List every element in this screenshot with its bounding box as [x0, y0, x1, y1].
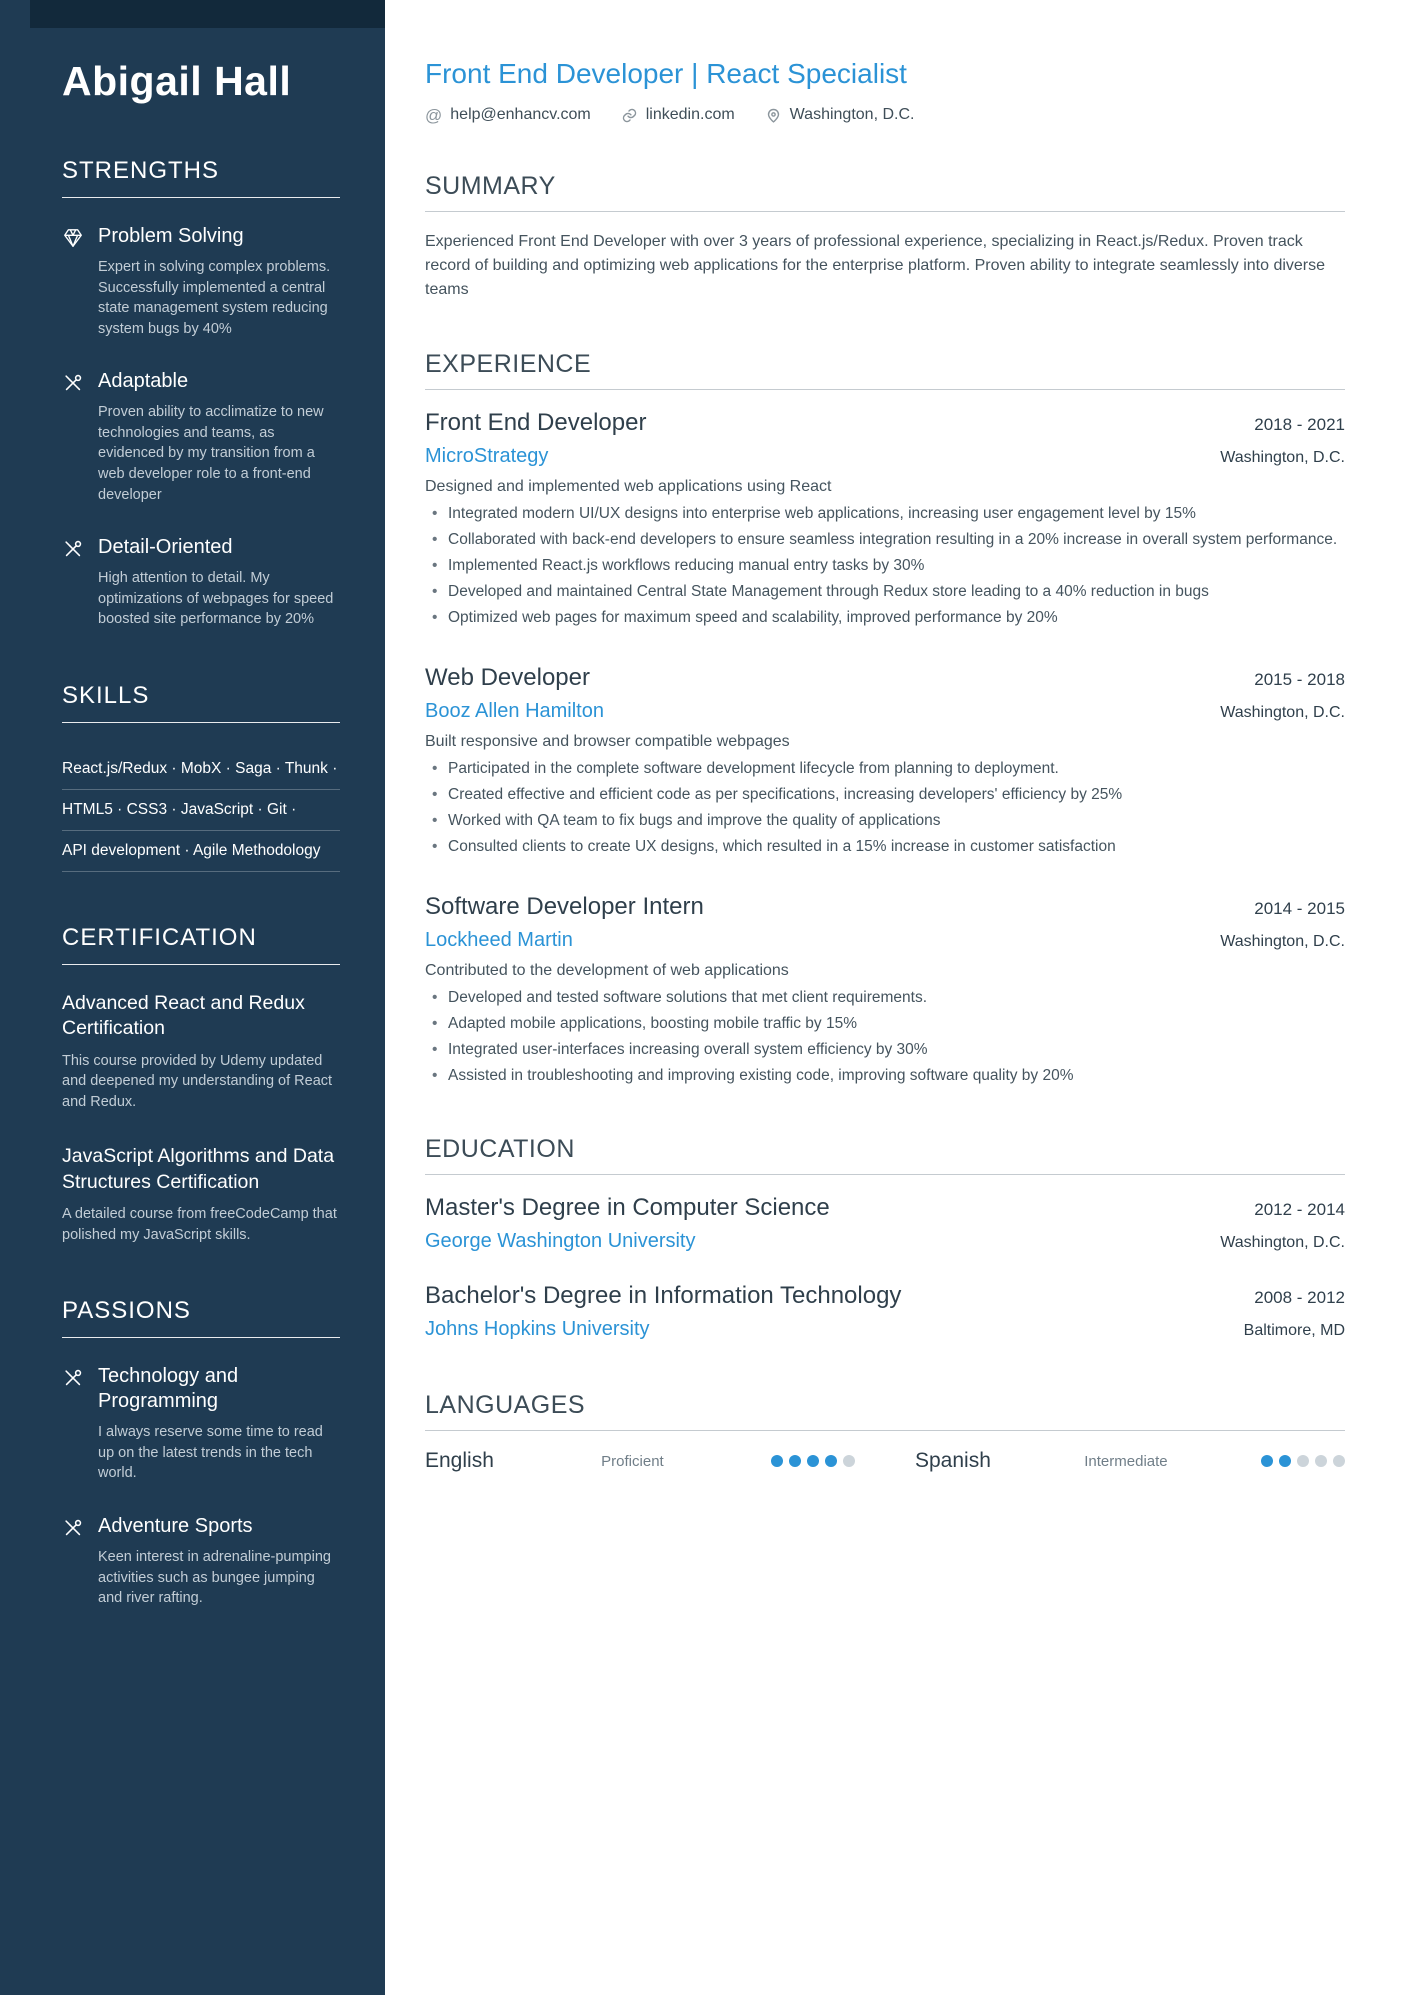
- job-bullet: • Consulted clients to create UX designs, which resulted in a 15% increase in customer satisfaction: [425, 836, 1345, 858]
- proficiency-dot: [1279, 1455, 1291, 1467]
- strength-title: Adaptable: [98, 370, 189, 393]
- certification-title: Advanced React and Redux Certification: [62, 991, 305, 1040]
- strength-text: Proven ability to acclimatize to new technologies and teams, as evidenced by my transition from a web developer role to a front-end developer: [98, 404, 324, 503]
- job-title: Software Developer Intern: [425, 893, 704, 920]
- proficiency-dot: [1297, 1455, 1309, 1467]
- link-icon: [621, 107, 638, 124]
- job-bullets: [425, 987, 1345, 1087]
- language-level: Proficient: [601, 1452, 664, 1470]
- job-company-link[interactable]: Lockheed Martin: [425, 929, 573, 951]
- sidebar: [0, 0, 385, 1995]
- job-company-link[interactable]: Booz Allen Hamilton: [425, 700, 604, 722]
- job-bullet: • Implemented React.js workflows reducing manual entry tasks by 30%: [425, 555, 1345, 577]
- job-subtitle: Designed and implemented web applications using React: [425, 478, 832, 495]
- degree: Master's Degree in Computer Science: [425, 1194, 830, 1221]
- passion-title: Adventure Sports: [98, 1514, 253, 1537]
- location-pin-icon: [765, 107, 782, 124]
- education-entry: [425, 1281, 1345, 1343]
- strength-title: Detail-Oriented: [98, 536, 233, 559]
- skills-heading: SKILLS: [62, 682, 340, 723]
- degree: Bachelor's Degree in Information Technology: [425, 1282, 902, 1309]
- strength-text: High attention to detail. My optimizations of webpages for speed boosted site performance by 20%: [98, 570, 334, 628]
- email-icon: @: [425, 105, 443, 125]
- summary-heading: SUMMARY: [425, 172, 1345, 212]
- language-name: Spanish: [915, 1449, 991, 1472]
- passion-item: [62, 1364, 340, 1484]
- job-bullet: • Created effective and efficient code as per specifications, increasing developers' efficiency by 25%: [425, 784, 1345, 806]
- experience-heading: EXPERIENCE: [425, 350, 1345, 390]
- job-bullet: • Adapted mobile applications, boosting mobile traffic by 15%: [425, 1013, 1345, 1035]
- job-location: Washington, D.C.: [1220, 933, 1345, 950]
- language-level: Intermediate: [1084, 1452, 1168, 1470]
- language-item: [915, 1449, 1345, 1473]
- profile-link[interactable]: linkedin.com: [645, 106, 735, 123]
- job-bullets: [425, 758, 1345, 858]
- proficiency-dot: [771, 1455, 783, 1467]
- passion-item: [62, 1514, 340, 1609]
- job-dates: 2015 - 2018: [1254, 670, 1345, 689]
- contact-row: [425, 106, 1345, 124]
- proficiency-dot: [789, 1455, 801, 1467]
- certification-item: [62, 1144, 340, 1245]
- job-subtitle: Contributed to the development of web applications: [425, 962, 789, 979]
- job-dates: 2018 - 2021: [1254, 415, 1345, 434]
- job-location: Washington, D.C.: [1220, 704, 1345, 721]
- language-item: [425, 1449, 855, 1473]
- certification-item: [62, 991, 340, 1112]
- school-link[interactable]: George Washington University: [425, 1230, 696, 1252]
- location-item: [765, 106, 915, 124]
- passion-text: Keen interest in adrenaline-pumping activities such as bungee jumping and river rafting.: [98, 1548, 331, 1607]
- job-bullet: • Participated in the complete software development lifecycle from planning to deployment.: [425, 758, 1345, 780]
- certification-text: This course provided by Udemy updated and deepened my understanding of React and Redux.: [62, 1052, 333, 1110]
- job-company-link[interactable]: MicroStrategy: [425, 445, 549, 467]
- job-subtitle: Built responsive and browser compatible webpages: [425, 733, 790, 750]
- tools-icon: [62, 372, 84, 394]
- certification-text: A detailed course from freeCodeCamp that polished my JavaScript skills.: [62, 1206, 337, 1243]
- proficiency-dot: [825, 1455, 837, 1467]
- proficiency-dot: [1333, 1455, 1345, 1467]
- education-heading: EDUCATION: [425, 1135, 1345, 1175]
- email-link[interactable]: help@enhancv.com: [450, 106, 591, 123]
- job-entry: [425, 663, 1345, 858]
- passion-text: I always reserve some time to read up on the latest trends in the tech world.: [98, 1424, 323, 1482]
- job-title: Web Developer: [425, 664, 590, 691]
- certification-heading: CERTIFICATION: [62, 924, 340, 965]
- gem-icon: [62, 227, 84, 249]
- languages-row: [425, 1449, 1345, 1473]
- job-entry: [425, 408, 1345, 629]
- passion-title: Technology and Programming: [98, 1365, 239, 1413]
- strength-item: [62, 369, 340, 505]
- resume-title: Front End Developer | React Specialist: [425, 58, 907, 89]
- job-bullet: • Integrated modern UI/UX designs into enterprise web applications, increasing user engagement level by 15%: [425, 503, 1345, 525]
- tools-icon: [62, 538, 84, 560]
- education-entry: [425, 1193, 1345, 1255]
- email-item: [425, 106, 591, 124]
- tools-icon: [62, 1517, 84, 1539]
- tools-icon: [62, 1367, 84, 1389]
- job-dates: 2014 - 2015: [1254, 899, 1345, 918]
- certification-title: JavaScript Algorithms and Data Structures Certification: [62, 1145, 335, 1193]
- proficiency-dots: [771, 1455, 855, 1467]
- job-location: Washington, D.C.: [1220, 449, 1345, 466]
- job-bullet: • Optimized web pages for maximum speed and scalability, improved performance by 20%: [425, 607, 1345, 629]
- proficiency-dot: [1315, 1455, 1327, 1467]
- strength-title: Problem Solving: [98, 225, 244, 247]
- education-dates: 2012 - 2014: [1254, 1200, 1345, 1219]
- school-link[interactable]: Johns Hopkins University: [425, 1318, 650, 1340]
- proficiency-dot: [843, 1455, 855, 1467]
- job-bullet: • Developed and tested software solutions that met client requirements.: [425, 987, 1345, 1009]
- skills-line: HTML5 · CSS3 · JavaScript · Git ·: [62, 790, 340, 831]
- link-item: [621, 106, 735, 124]
- job-bullet: • Assisted in troubleshooting and improving existing code, improving software quality by 20%: [425, 1065, 1345, 1087]
- location-text: Washington, D.C.: [789, 106, 915, 123]
- job-title: Front End Developer: [425, 409, 647, 436]
- job-bullet: • Integrated user-interfaces increasing overall system efficiency by 30%: [425, 1039, 1345, 1061]
- strength-item: [62, 224, 340, 339]
- strengths-heading: STRENGTHS: [62, 157, 340, 198]
- proficiency-dot: [807, 1455, 819, 1467]
- summary-text: Experienced Front End Developer with over 3 years of professional experience, specializing in React.js/Redux. Proven track record of building and optimizing web applications for the enterprise platform. Proven ability to integrate seamlessly into diverse teams: [425, 233, 1326, 298]
- strength-item: [62, 535, 340, 630]
- strength-text: Expert in solving complex problems. Successfully implemented a central state management system reducing system bugs by 40%: [98, 259, 331, 337]
- job-bullet: • Collaborated with back-end developers to ensure seamless integration resulting in a 20% increase in overall system performance.: [425, 529, 1345, 551]
- candidate-name: Abigail Hall: [62, 58, 292, 104]
- education-dates: 2008 - 2012: [1254, 1288, 1345, 1307]
- proficiency-dot: [1261, 1455, 1273, 1467]
- job-entry: [425, 892, 1345, 1087]
- main-content: [385, 0, 1410, 1995]
- education-location: Washington, D.C.: [1220, 1234, 1345, 1251]
- languages-heading: LANGUAGES: [425, 1391, 1345, 1431]
- job-bullet: • Developed and maintained Central State Management through Redux store leading to a 40% reduction in bugs: [425, 581, 1345, 603]
- passions-heading: PASSIONS: [62, 1297, 340, 1338]
- education-location: Baltimore, MD: [1243, 1322, 1345, 1339]
- proficiency-dots: [1261, 1455, 1345, 1467]
- job-bullet: • Worked with QA team to fix bugs and improve the quality of applications: [425, 810, 1345, 832]
- skills-line: React.js/Redux · MobX · Saga · Thunk ·: [62, 749, 340, 790]
- job-bullets: [425, 503, 1345, 629]
- language-name: English: [425, 1449, 494, 1472]
- skills-line: API development · Agile Methodology: [62, 831, 340, 872]
